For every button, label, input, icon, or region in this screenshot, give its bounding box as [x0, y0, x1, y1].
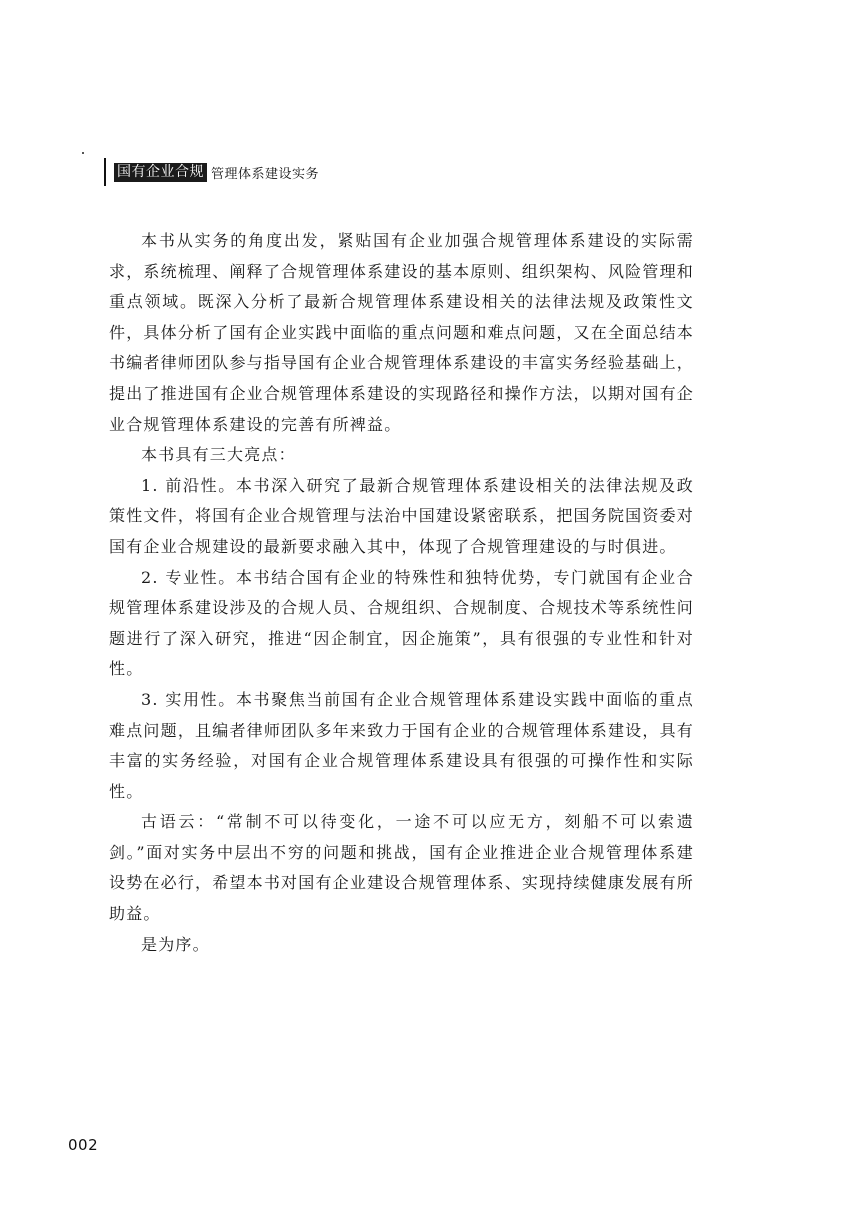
- paragraph-sign-off: 是为序。: [141, 934, 210, 954]
- paragraph-closing-quote: 古语云：“常制不可以待变化，一途不可以应无方，刻船不可以索遗剑。”面对实务中层出不穷的问题和挑战，国有企业推进企业合规管理体系建设势在必行，希望本书对国有企业建设合规管理体系、实现持续健康发展有所助益。: [109, 812, 694, 924]
- paragraph-intro: 本书从实务的角度出发，紧贴国有企业加强合规管理体系建设的实际需求，系统梳理、阐释了合规管理体系建设的基本原则、组织架构、风险管理和重点领域。既深入分析了最新合规管理体系建设相关的法律法规及政策性文件，具体分析了国有企业实践中面临的重点问题和难点问题，又在全面总结本书编者律师团队参与指导国有企业合规管理体系建设的丰富实务经验基础上，提出了推进国有企业合规管理体系建设的实现路径和操作方法，以期对国有企业合规管理体系建设的完善有所裨益。: [109, 231, 694, 434]
- paragraph-point-1: 1. 前沿性。本书深入研究了最新合规管理体系建设相关的法律法规及政策性文件，将国有企业合规管理与法治中国建设紧密联系，把国务院国资委对国有企业合规建设的最新要求融入其中，体现了合规管理建设的与时俱进。: [109, 475, 694, 556]
- header-title-highlight: 国有企业合规: [114, 163, 207, 182]
- paragraph-highlights-lead: 本书具有三大亮点：: [141, 445, 296, 465]
- page-number: 002: [68, 1136, 99, 1154]
- preface-body: [109, 226, 694, 960]
- running-header: [104, 158, 319, 186]
- header-rule: [104, 158, 106, 186]
- paragraph-point-3: 3. 实用性。本书聚焦当前国有企业合规管理体系建设实践中面临的重点难点问题，且编者律师团队多年来致力于国有企业的合规管理体系建设，具有丰富的实务经验，对国有企业合规管理体系建设具有很强的可操作性和实际性。: [109, 689, 694, 801]
- paragraph-point-2: 2. 专业性。本书结合国有企业的特殊性和独特优势，专门就国有企业合规管理体系建设涉及的合规人员、合规组织、合规制度、合规技术等系统性问题进行了深入研究，推进“因企制宜，因企施策”，具有很强的专业性和针对性。: [109, 567, 694, 679]
- margin-dot: [82, 152, 84, 154]
- header-title-rest: 管理体系建设实务: [211, 166, 320, 182]
